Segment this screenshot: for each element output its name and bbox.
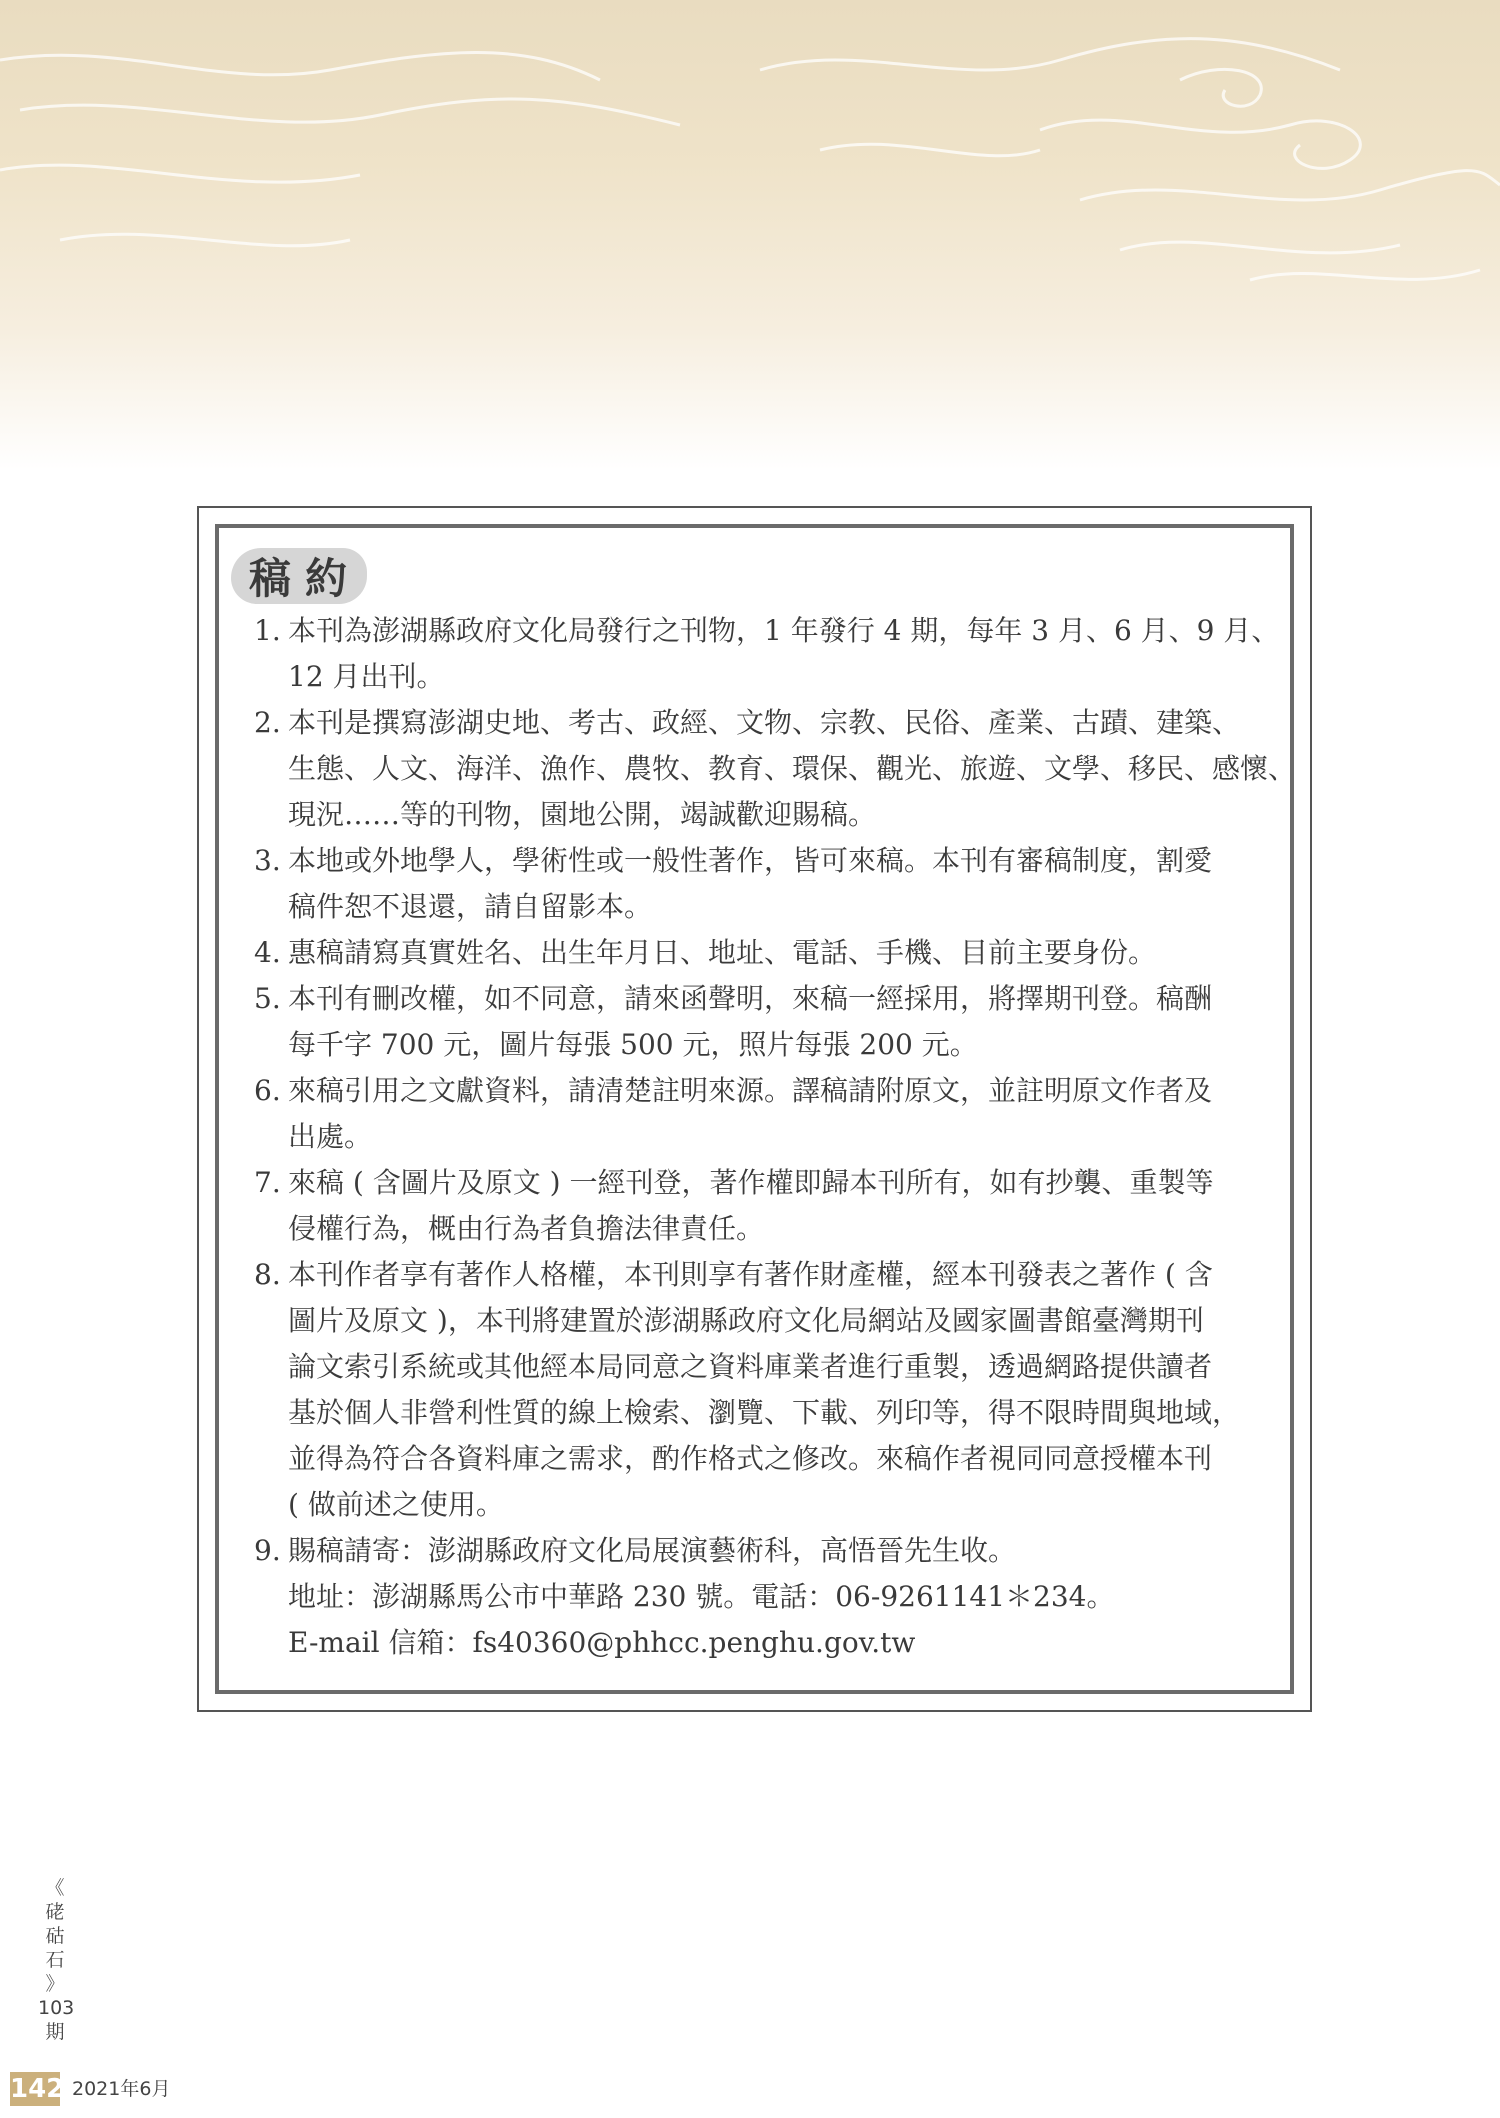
publication-name-vertical	[38, 1876, 75, 2044]
list-item	[254, 608, 1280, 700]
item-text-line: ( 做前述之使用。	[288, 1488, 504, 1521]
publication-name-char: 石	[45, 1949, 65, 1971]
item-number: 9.	[254, 1534, 281, 1567]
item-text-line: 12 月出刊。	[288, 660, 445, 693]
item-number: 1.	[254, 614, 281, 647]
list-item	[254, 700, 1297, 838]
list-item	[254, 930, 1254, 976]
item-text-line: 基於個人非營利性質的線上檢索、瀏覽、下載、列印等，得不限時間與地域，	[288, 1396, 1241, 1429]
item-text-line: 論文索引系統或其他經本局同意之資料庫業者進行重製，透過網路提供讀者	[288, 1350, 1213, 1383]
item-text-line: 惠稿請寫真實姓名、出生年月日、地址、電話、手機、目前主要身份。	[288, 936, 1157, 969]
publication-name-char: 《	[45, 1877, 65, 1899]
issue-date: 2021年6月	[72, 2078, 171, 2100]
guidelines-list	[254, 608, 1297, 1666]
item-number: 6.	[254, 1074, 281, 1107]
list-item	[254, 1160, 1254, 1252]
item-number: 2.	[254, 706, 281, 739]
list-item	[254, 1528, 1254, 1666]
item-text-line: 每千字 700 元，圖片每張 500 元，照片每張 200 元。	[288, 1028, 978, 1061]
publication-name-char: 𥑮	[45, 1925, 65, 1947]
submission-guidelines-box	[197, 506, 1312, 1712]
item-text-line: 並得為符合各資料庫之需求，酌作格式之修改。來稿作者視同同意授權本刊	[288, 1442, 1213, 1475]
list-item	[254, 838, 1254, 930]
cloud-background	[0, 0, 1500, 470]
item-text-line: 稿件恕不退還，請自留影本。	[288, 890, 653, 923]
item-text-line: 現況……等的刊物，園地公開，竭誠歡迎賜稿。	[288, 798, 877, 831]
list-item	[254, 1252, 1254, 1528]
page-title: 稿約	[249, 554, 362, 603]
item-number: 8.	[254, 1258, 281, 1291]
item-text-line: 出處。	[288, 1120, 373, 1153]
item-number: 3.	[254, 844, 281, 877]
item-text-line: 來稿 ( 含圖片及原文 ) 一經刊登，著作權即歸本刊所有，如有抄襲、重製等	[288, 1166, 1214, 1199]
item-number: 5.	[254, 982, 281, 1015]
item-text-line: 生態、人文、海洋、漁作、農牧、教育、環保、觀光、旅遊、文學、移民、感懷、	[288, 752, 1297, 785]
item-text-line: E-mail 信箱：fs40360@phhcc.penghu.gov.tw	[288, 1626, 916, 1659]
item-text-line: 本刊作者享有著作人格權，本刊則享有著作財產權，經本刊發表之著作 ( 含	[288, 1258, 1213, 1291]
item-text-line: 來稿引用之文獻資料，請清楚註明來源。譯稿請附原文，並註明原文作者及	[288, 1074, 1213, 1107]
item-text-line: 本地或外地學人，學術性或一般性著作，皆可來稿。本刊有審稿制度，割愛	[288, 844, 1213, 877]
publication-name-char: 103	[38, 1997, 75, 2019]
item-text-line: 圖片及原文 )，本刊將建置於澎湖縣政府文化局網站及國家圖書館臺灣期刊	[288, 1304, 1204, 1337]
item-text-line: 本刊為澎湖縣政府文化局發行之刊物，1 年發行 4 期，每年 3 月、6 月、9 月、	[288, 614, 1280, 647]
item-number: 7.	[254, 1166, 281, 1199]
list-item	[254, 976, 1254, 1068]
item-text-line: 本刊有刪改權，如不同意，請來函聲明，來稿一經採用，將擇期刊登。稿酬	[288, 982, 1213, 1015]
cloud-pattern-icon	[0, 0, 1500, 470]
item-text-line: 地址：澎湖縣馬公市中華路 230 號。電話：06-9261141＊234。	[288, 1580, 1115, 1613]
item-text-line: 本刊是撰寫澎湖史地、考古、政經、文物、宗教、民俗、產業、古蹟、建築、	[288, 706, 1241, 739]
item-number: 4.	[254, 936, 281, 969]
item-text-line: 侵權行為，概由行為者負擔法律責任。	[288, 1212, 765, 1245]
list-item	[254, 1068, 1254, 1160]
title-block	[239, 546, 361, 606]
publication-name-char: 硓	[45, 1901, 65, 1923]
item-text-line: 賜稿請寄：澎湖縣政府文化局展演藝術科，高悟晉先生收。	[288, 1534, 1017, 1567]
publication-name-char: 期	[45, 2021, 65, 2043]
publication-name-char: 》	[45, 1973, 65, 1995]
page-number: 142	[10, 2074, 65, 2104]
